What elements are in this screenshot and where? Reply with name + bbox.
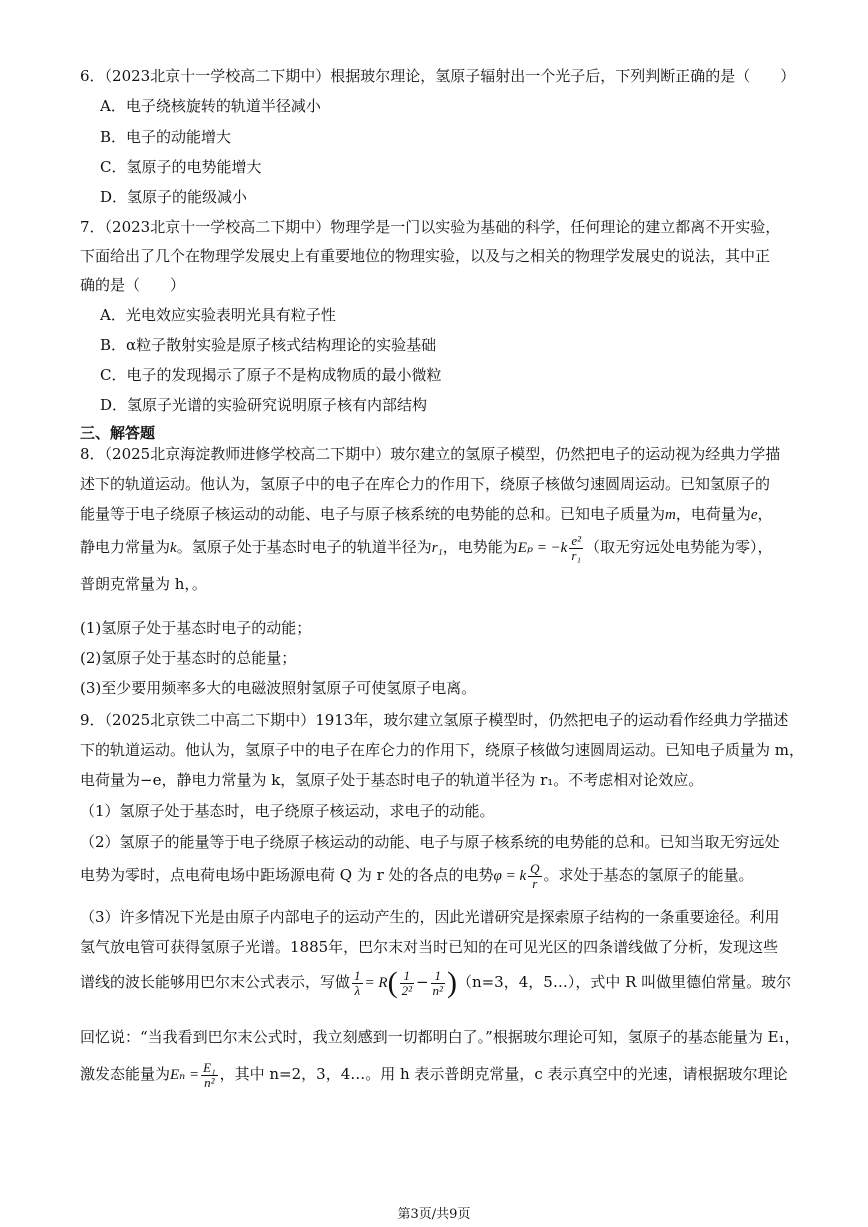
q7-option-a: A．光电效应实验表明光具有粒子性: [100, 306, 336, 324]
q9-balmer-f1-num: 1: [400, 969, 414, 984]
q7-option-b: B．α粒子散射实验是原子核式结构理论的实验基础: [100, 336, 437, 354]
q9-p3e-post: ，其中 n=2，3，4…。用 h 表示普朗克常量，c 表示真空中的光速，请根据玻尔理论: [219, 1065, 788, 1083]
q9-phi: φ = k: [493, 868, 527, 884]
q8-line-4b: 。氢原子处于基态时电子的轨道半径为: [176, 538, 432, 556]
q9-balmer-lhs-num: 1: [354, 967, 361, 983]
q7-option-d: D．氢原子光谱的实验研究说明原子核有内部结构: [100, 396, 428, 414]
q9-en-den: n²: [204, 1074, 215, 1090]
section-heading: 三、解答题: [80, 424, 156, 442]
q9-balmer-f2-num: 1: [431, 969, 445, 984]
q9-p2b-pre: 电势为零时，点电荷电场中距场源电荷 Q 为 r 处的各点的电势: [80, 866, 494, 884]
q6-option-b: B．电子的动能增大: [100, 128, 232, 146]
q7-stem-line-1: 7．（2023北京十一学校高二下期中）物理学是一门以实验为基础的科学，任何理论的建立都离不开实验，: [80, 218, 781, 236]
q8-ep-den: r₁: [571, 547, 581, 563]
q6-stem: 6．（2023北京十一学校高二下期中）根据玻尔理论，氢原子辐射出一个光子后，下列判断正确的是（ ）: [80, 67, 796, 85]
q8-line-2: 述下的轨道运动。他认为，氢原子中的电子在库仑力的作用下，绕原子核做匀速圆周运动。已知氢原子的: [80, 475, 771, 493]
q8-line-4d: （取无穷远处电势能为零），: [585, 538, 773, 556]
q9-balmer-f1-den: 2²: [401, 982, 412, 998]
q9-balmer-paren-close: ): [446, 966, 457, 999]
q9-balmer-f2: [431, 969, 445, 998]
q9-part-3d: 回忆说：“当我看到巴尔末公式时，我立刻感到一切都明白了。”根据玻尔理论可知，氢原子的基态能量为 E₁，: [80, 1028, 800, 1046]
q8-line-3c: ，: [757, 505, 773, 523]
q8-line-1: 8．（2025北京海淀教师进修学校高二下期中）玻尔建立的氢原子模型，仍然把电子的运动视为经典力学描: [80, 445, 781, 463]
q9-p3c-post: （n=3，4，5…），式中 R 叫做里德伯常量。玻尔: [456, 973, 792, 991]
q8-line-3: [80, 504, 773, 525]
q8-ep-fraction: [569, 534, 583, 563]
q8-r1: r₁: [431, 540, 443, 556]
q9-part-2b: [80, 858, 754, 893]
q9-en-fraction: [201, 1061, 217, 1090]
q8-line-4: [80, 530, 773, 565]
q8-ep-num: e²: [571, 532, 582, 548]
q9-p2b-post: 。求处于基态的氢原子的能量。: [543, 866, 754, 884]
q9-line-2: 下的轨道运动。他认为，氢原子中的电子在库仑力的作用下，绕原子核做匀速圆周运动。已知电子质量为 m，: [80, 741, 804, 759]
q9-part-3a: （3）许多情况下光是由原子内部电子的运动产生的，因此光谱研究是探索原子结构的一条重要途径。利用: [80, 908, 780, 926]
q6-option-d: D．氢原子的能级减小: [100, 188, 248, 206]
q9-en-num: E₁: [203, 1059, 216, 1075]
q8-line-5: 普朗克常量为 h，。: [80, 575, 207, 593]
q9-phi-num: Q: [530, 860, 540, 876]
q9-line-1: 9．（2025北京铁二中高二下期中）1913年，玻尔建立氢原子模型时，仍然把电子的运动看作经典力学描述: [80, 711, 789, 729]
q9-part-3c: [80, 962, 791, 1003]
q9-balmer-paren-open: (: [387, 966, 398, 999]
q9-balmer-lhs: [352, 969, 363, 998]
q9-p3c-pre: 谱线的波长能够用巴尔末公式表示，写做: [80, 973, 351, 991]
q9-balmer-f2-den: n²: [432, 982, 443, 998]
q8-line-4a: 静电力常量为: [80, 538, 171, 556]
q8-line-4c: ，电势能为: [442, 538, 518, 556]
q9-phi-fraction: [528, 862, 541, 891]
q9-p3e-pre: 激发态能量为: [80, 1065, 171, 1083]
q8-line-3a: 能量等于电子绕原子核运动的动能、电子与原子核系统的电势能的总和。已知电子质量为: [80, 505, 666, 523]
q6-option-c: C．氢原子的电势能增大: [100, 158, 262, 176]
q9-balmer-eq: = R: [364, 975, 388, 991]
q9-part-3b: 氢气放电管可获得氢原子光谱。1885年，巴尔末对当时已知的在可见光区的四条谱线做了分析，发现这些: [80, 938, 779, 956]
q9-phi-den: r: [532, 875, 538, 891]
q8-ep: Eₚ = −k: [517, 540, 568, 556]
q6-option-a: A．电子绕核旋转的轨道半径减小: [100, 97, 321, 115]
q9-balmer-minus: −: [415, 973, 429, 991]
q9-line-3: 电荷量为−e，静电力常量为 k，氢原子处于基态时电子的轨道半径为 r₁。不考虑相对论效应。: [80, 771, 704, 789]
q8-part-2: (2)氢原子处于基态时的总能量；: [80, 649, 297, 667]
q8-k: k: [170, 540, 177, 556]
q8-line-3b: ，电荷量为: [675, 505, 751, 523]
q9-part-2a: （2）氢原子的能量等于电子绕原子核运动的动能、电子与原子核系统的电势能的总和。已知当取无穷远处: [80, 833, 780, 851]
q7-stem-line-2: 下面给出了几个在物理学发展史上有重要地位的物理实验，以及与之相关的物理学发展史的说法，其中正: [80, 247, 771, 265]
q8-e: e: [750, 507, 758, 523]
q9-balmer-lhs-den: λ: [354, 982, 361, 998]
q7-option-c: C．电子的发现揭示了原子不是构成物质的最小微粒: [100, 366, 442, 384]
page-footer: 第3页/共9页: [397, 1207, 471, 1222]
q7-stem-line-3: 确的是（ ）: [80, 276, 186, 294]
q8-part-3: (3)至少要用频率多大的电磁波照射氢原子可使氢原子电离。: [80, 679, 477, 697]
q9-part-1: （1）氢原子处于基态时，电子绕原子核运动，求电子的动能。: [80, 802, 495, 820]
q8-m: m: [665, 507, 676, 523]
q9-part-3e: [80, 1056, 788, 1093]
q9-balmer-f1: [400, 969, 414, 998]
q9-en: Eₙ =: [170, 1067, 200, 1083]
q8-part-1: (1)氢原子处于基态时电子的动能；: [80, 619, 312, 637]
